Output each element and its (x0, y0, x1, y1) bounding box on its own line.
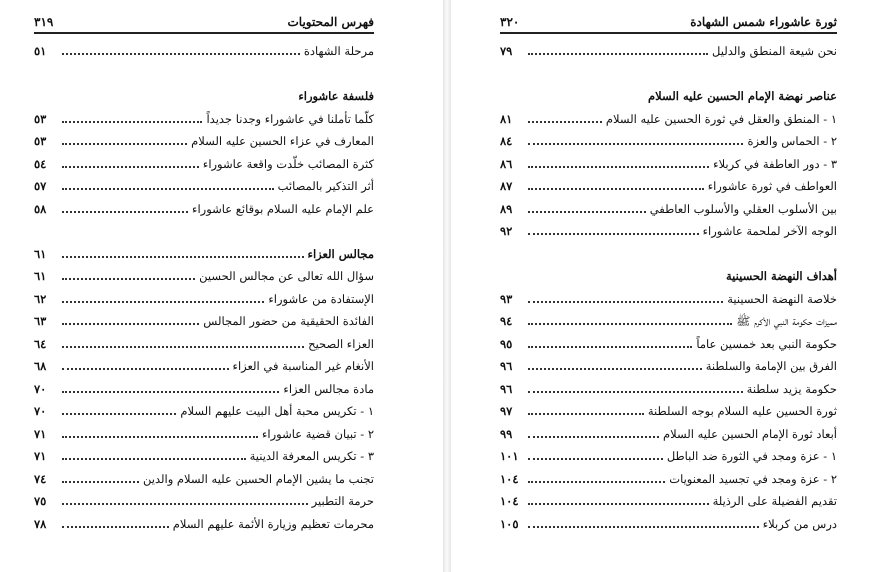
section-gap (34, 63, 374, 86)
dot-leader (62, 256, 304, 258)
toc-entry (34, 310, 374, 333)
toc-entry-page-number: ٩٦ (500, 359, 513, 373)
toc-entry-page-number: ٩٩ (500, 426, 513, 441)
toc-entry-title: ٢ - عزة ومجد في تجسيد المعنويات (669, 471, 837, 486)
toc-entry (34, 153, 374, 176)
toc-entry-title: ٢ - الحماس والعزة (747, 134, 837, 148)
toc-entry-title: ١ - المنطق والعقل في ثورة الحسين عليه السلام (605, 111, 837, 126)
toc-entry (500, 333, 837, 356)
toc-entry (500, 175, 837, 198)
toc-entry (500, 108, 837, 131)
dot-leader (62, 368, 229, 370)
dot-leader (62, 481, 139, 483)
section-heading: عناصر نهضة الإمام الحسين عليه السلام (648, 89, 837, 103)
toc-entry-page-number: ٩٦ (500, 381, 513, 396)
toc-entry-title: درس من كربلاء (762, 516, 837, 531)
left-page-header (34, 12, 374, 34)
dot-leader (528, 458, 663, 460)
toc-entry-title: ٣ - دور العاطفة في كربلاء (713, 156, 837, 171)
dot-leader (62, 53, 300, 55)
toc-entry-title: نحن شيعة المنطق والدليل (712, 44, 837, 58)
right-page-header (500, 12, 837, 34)
toc-entry (500, 355, 837, 378)
toc-entry-page-number: ٧٠ (34, 381, 47, 396)
toc-entry-page-number: ٦٣ (34, 314, 47, 328)
dot-leader (62, 413, 176, 415)
toc-entry-title: ١ - عزة ومجد في الثورة ضد الباطل (666, 449, 837, 463)
toc-entry (500, 400, 837, 423)
toc-entry-title: حكومة يزيد سلطنة (746, 381, 837, 396)
dot-leader (528, 323, 732, 325)
toc-entry (34, 40, 374, 63)
toc-entry-page-number: ٩٢ (500, 224, 513, 238)
toc-entry-title: الوجه الآخر لملحمة عاشوراء (702, 224, 837, 238)
dot-leader (528, 346, 692, 348)
dot-leader (528, 526, 759, 528)
dot-leader (62, 121, 202, 123)
toc-entry-page-number: ٥٣ (34, 111, 47, 126)
toc-entry (34, 378, 374, 401)
toc-entry (500, 423, 837, 446)
dot-leader (528, 121, 602, 123)
toc-entry-page-number: ٨٩ (500, 201, 513, 216)
dot-leader (528, 481, 665, 483)
toc-entry-page-number: ٥١ (34, 44, 47, 58)
toc-entry (500, 130, 837, 153)
toc-entry (34, 130, 374, 153)
toc-entry-page-number: ٩٧ (500, 404, 513, 418)
toc-entry-title: كثرة المصائب خلّدت واقعة عاشوراء (202, 156, 374, 171)
toc-entry-title: بين الأسلوب العقلي والأسلوب العاطفي (649, 201, 837, 216)
toc-entry-page-number: ٨٧ (500, 179, 513, 193)
left-header-title: فهرس المحتويات (287, 15, 374, 29)
toc-entry-page-number: ٥٨ (34, 201, 47, 216)
toc-entry-title: الفرق بين الإمامة والسلطنة (705, 359, 837, 373)
toc-entry-page-number: ٦١ (34, 269, 47, 283)
dot-leader (528, 211, 646, 213)
dot-leader (528, 301, 723, 303)
dot-leader (62, 278, 195, 280)
toc-entry (500, 310, 837, 333)
dot-leader (62, 188, 274, 190)
dot-leader (528, 53, 708, 55)
toc-entry-title: مرحلة الشهادة (303, 44, 374, 58)
toc-entry-page-number: ١٠٤ (500, 494, 519, 508)
dot-leader (62, 301, 264, 303)
dot-leader (62, 346, 304, 348)
toc-entry-title: أبعاد ثورة الإمام الحسين عليه السلام (663, 426, 837, 441)
toc-entry (34, 423, 374, 446)
toc-entry-title: ٣ - تكريس المعرفة الدينية (249, 449, 374, 463)
toc-entry-page-number: ٧٠ (34, 404, 47, 418)
toc-entry-page-number: ٨٦ (500, 156, 513, 171)
toc-entry-page-number: ٧٥ (34, 494, 47, 508)
dot-leader (528, 233, 699, 235)
section-heading: فلسفة عاشوراء (298, 89, 374, 103)
toc-entry-page-number: ١٠٥ (500, 516, 519, 531)
toc-entry-title: خلاصة النهضة الحسينية (727, 291, 837, 306)
toc-entry-page-number: ٥٧ (34, 179, 47, 193)
dot-leader (528, 166, 709, 168)
toc-entry-page-number: ٧١ (34, 426, 47, 441)
dot-leader (62, 211, 188, 213)
toc-entry-title: تجنب ما يشين الإمام الحسين عليه السلام والدين (143, 471, 374, 486)
dot-leader (62, 436, 258, 438)
dot-leader (528, 436, 659, 438)
toc-entry-title: الفائدة الحقيقية من حضور المجالس (203, 314, 374, 328)
toc-entry (34, 175, 374, 198)
toc-entry-page-number: ٦١ (34, 246, 47, 261)
toc-entry-title: علم الإمام عليه السلام بوقائع عاشوراء (192, 201, 374, 216)
section-heading: أهداف النهضة الحسينية (726, 269, 837, 283)
toc-entry (34, 198, 374, 221)
toc-entry (34, 445, 374, 468)
toc-entry-page-number: ٩٣ (500, 291, 513, 306)
toc-entry-page-number: ٧٩ (500, 44, 513, 58)
toc-entry-title: العواطف في ثورة عاشوراء (707, 179, 837, 193)
toc-entry (34, 333, 374, 356)
toc-entry (500, 445, 837, 468)
toc-entry-title: مميزات حكومة النبي الأكرم ﷺ (736, 314, 837, 328)
right-page-number: ٣٢٠ (500, 15, 520, 29)
toc-entry-title: كلّما تأملنا في عاشوراء وجدنا جديداً (206, 111, 374, 126)
toc-entry-title: ثورة الحسين عليه السلام بوجه السلطنة (647, 404, 837, 418)
dot-leader (62, 166, 199, 168)
toc-entry (500, 468, 837, 491)
section-gap (34, 220, 374, 243)
section-gap (500, 243, 837, 266)
toc-entry-title: حرمة التطبير (311, 494, 374, 508)
left-toc-list (34, 40, 374, 535)
section-gap (500, 63, 837, 86)
toc-entry-title: مجالس العزاء (307, 246, 374, 261)
toc-entry (34, 490, 374, 513)
toc-entry-page-number: ٨١ (500, 111, 513, 126)
toc-entry-page-number: ٥٤ (34, 156, 47, 171)
toc-entry (500, 153, 837, 176)
toc-entry (500, 288, 837, 311)
toc-entry-title: الإستفادة من عاشوراء (268, 291, 374, 306)
toc-entry-page-number: ٧٨ (34, 516, 47, 531)
dot-leader (62, 143, 187, 145)
toc-entry-page-number: ٦٤ (34, 336, 47, 351)
toc-entry (34, 513, 374, 536)
right-header-title: ثورة عاشوراء شمس الشهادة (690, 15, 837, 29)
right-page (447, 0, 894, 572)
left-page-number: ٣١٩ (34, 15, 54, 29)
dot-leader (528, 368, 702, 370)
toc-entry-title: سؤال الله تعالى عن مجالس الحسين (199, 269, 374, 283)
dot-leader (62, 458, 246, 460)
toc-entry-title: حكومة النبي بعد خمسين عاماً (696, 336, 837, 351)
section-heading-entry (34, 243, 374, 266)
toc-entry (500, 198, 837, 221)
toc-entry (34, 288, 374, 311)
toc-entry-page-number: ٧١ (34, 449, 47, 463)
toc-entry-title: الأنغام غير المناسبة في العزاء (232, 359, 374, 373)
dot-leader (528, 188, 704, 190)
toc-entry (500, 378, 837, 401)
toc-entry (500, 40, 837, 63)
toc-entry (34, 355, 374, 378)
toc-entry-page-number: ٦٨ (34, 359, 47, 373)
toc-entry-title: محرمات تعظيم وزيارة الأئمة عليهم السلام (172, 516, 374, 531)
dot-leader (528, 143, 743, 145)
toc-entry-page-number: ١٠١ (500, 449, 519, 463)
toc-entry-title: مادة مجالس العزاء (283, 381, 374, 396)
dot-leader (528, 391, 743, 393)
toc-entry-title: ٢ - تبيان قضية عاشوراء (262, 426, 374, 441)
toc-entry-title: أثر التذكير بالمصائب (277, 179, 374, 193)
toc-entry-title: المعارف في عزاء الحسين عليه السلام (191, 134, 374, 148)
dot-leader (528, 413, 644, 415)
toc-entry-page-number: ٧٤ (34, 471, 47, 486)
toc-entry (500, 220, 837, 243)
toc-entry-title: تقديم الفضيلة على الرذيلة (712, 494, 837, 508)
toc-entry-title: العزاء الصحيح (308, 336, 374, 351)
toc-entry-page-number: ٩٥ (500, 336, 513, 351)
dot-leader (62, 391, 279, 393)
dot-leader (62, 323, 199, 325)
dot-leader (62, 503, 308, 505)
toc-entry (500, 513, 837, 536)
dot-leader (62, 526, 169, 528)
toc-entry (34, 265, 374, 288)
toc-entry (34, 108, 374, 131)
toc-entry-page-number: ١٠٤ (500, 471, 519, 486)
dot-leader (528, 503, 709, 505)
toc-entry (34, 400, 374, 423)
toc-entry (34, 468, 374, 491)
toc-entry-page-number: ٥٣ (34, 134, 47, 148)
toc-entry-page-number: ٦٢ (34, 291, 47, 306)
toc-entry-page-number: ٩٤ (500, 314, 513, 328)
right-toc-list (500, 40, 837, 535)
toc-entry-title: ١ - تكريس محبة أهل البيت عليهم السلام (180, 404, 374, 418)
toc-entry-page-number: ٨٤ (500, 134, 513, 148)
toc-entry (500, 490, 837, 513)
